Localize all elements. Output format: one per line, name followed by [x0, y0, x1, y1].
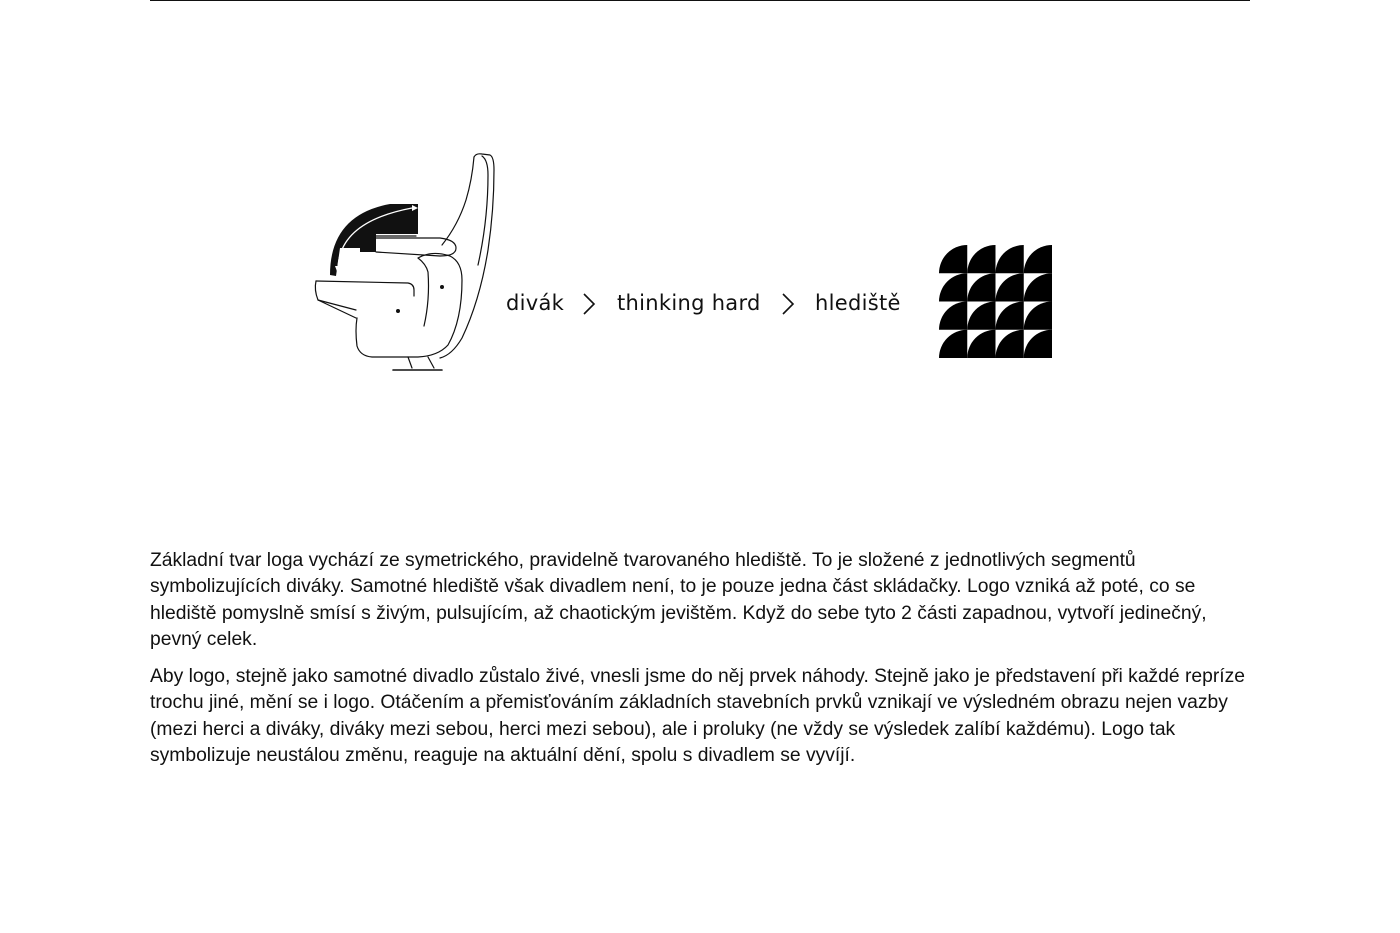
- paragraph-logo-randomness: Aby logo, stejně jako samotné divadlo zůstalo živé, vnesli jsme do něj prvek náhody. Stejně jako je představení při každé repríze trochu jiné, mění se i logo. Otáčením a přemisťováním základních stavebních prvků vznikají ve výsledném obrazu nejen vazby (mezi herci a diváky, diváky mezi sebou, herci mezi sebou), ale i proluky (ne vždy se výsledek zalíbí každému). Logo tak symbolizuje neustálou změnu, reaguje na aktuální dění, spolu s divadlem se vyvíjí.: [150, 666, 1245, 767]
- concept-diagram: [0, 0, 1400, 420]
- chevron-right-icon: [582, 292, 596, 316]
- flow-step-thinking: thinking hard: [617, 291, 761, 315]
- paragraph-logo-shape: Základní tvar loga vychází ze symetrického, pravidelně tvarovaného hlediště. To je složené z jednotlivých segmentů symbolizujících diváky. Samotné hlediště však divadlem není, to je pouze jedna část skládačky. Logo vzniká až poté, co se hlediště pomyslně smísí s živým, pulsujícím, až chaotickým jevištěm. Když do sebe tyto 2 části zapadnou, vytvoří jedinečný, pevný celek.: [150, 550, 1207, 650]
- description-text: [150, 548, 1252, 780]
- flow-step-auditorium: hlediště: [815, 291, 901, 315]
- chevron-right-icon: [781, 292, 795, 316]
- theater-seat-icon: [305, 150, 505, 378]
- flow-step-viewer: divák: [506, 291, 565, 315]
- auditorium-pattern-logo-icon: [939, 245, 1052, 358]
